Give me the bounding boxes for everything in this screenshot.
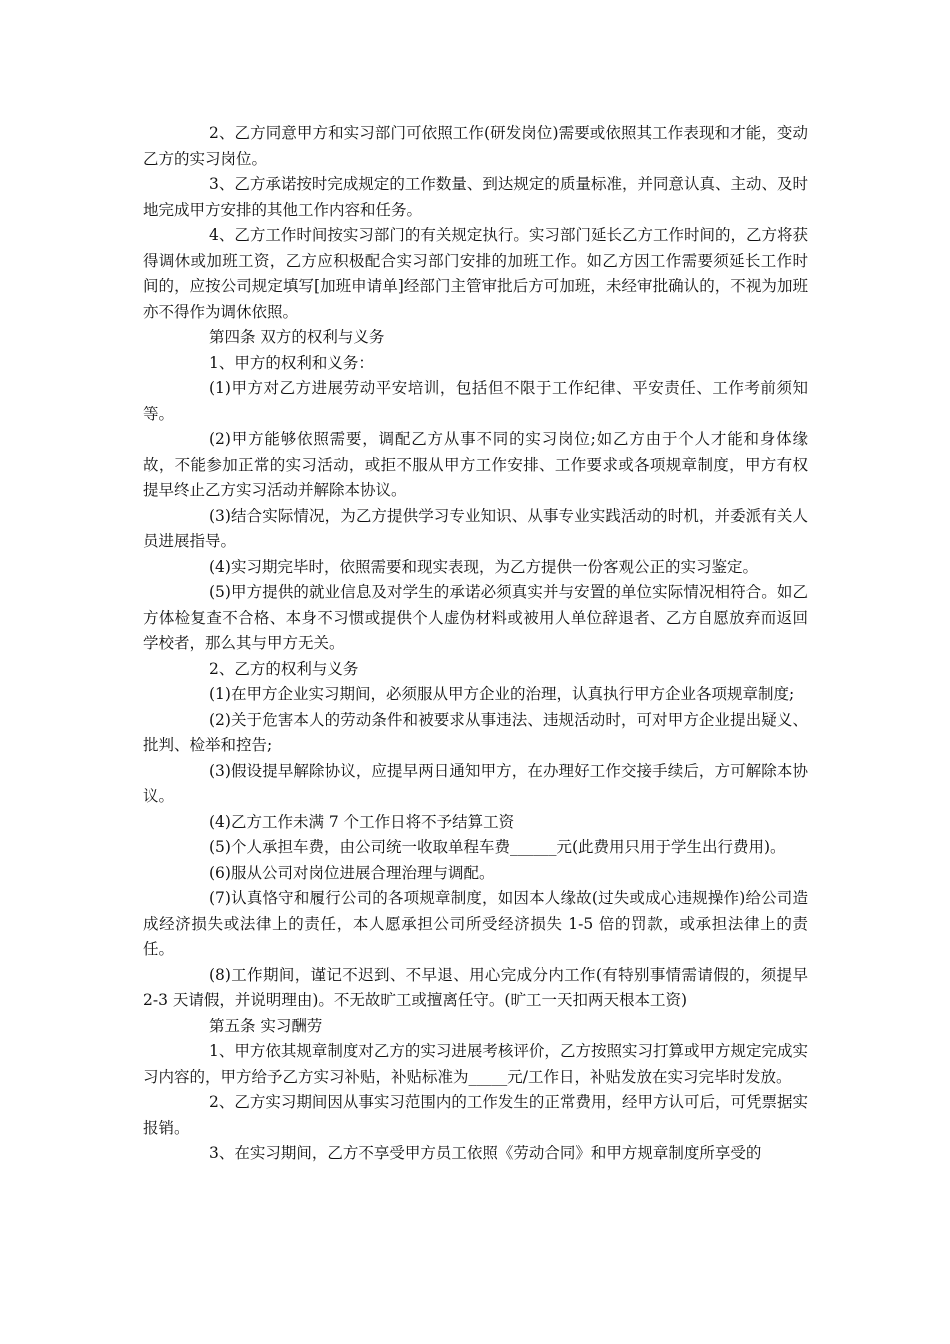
paragraph-pay-3: 3、在实习期间，乙方不享受甲方员工依照《劳动合同》和甲方规章制度所享受的 <box>209 1144 762 1162</box>
subheading-party-a-rights: 1、甲方的权利和义务： <box>209 353 374 372</box>
paragraph-b1: (1)在甲方企业实习期间，必须服从甲方企业的治理，认真执行甲方企业各项规章制度; <box>209 685 795 703</box>
paragraph-2: 3、乙方承诺按时完成规定的工作数量、到达规定的质量标准，并同意认真、主动、及时地完成甲方安排的其他工作内容和任务。 <box>143 175 808 219</box>
paragraph-b7: (7)认真恪守和履行公司的各项规章制度，如因本人缘故(过失或成心违规操作)给公司造成经济损失或法律上的责任，本人愿承担公司所受经济损失 1-5 倍的罚款，或承担法律上的责任。 <box>143 889 808 958</box>
paragraph-3: 4、乙方工作时间按实习部门的有关规定执行。实习部门延长乙方工作时间的，乙方将获得调休或加班工资，乙方应积极配合实习部门安排的加班工作。如乙方因工作需要须延长工作时间的，应按公司规定填写[加班申请单]经部门主管审批后方可加班，未经审批确认的，不视为加班亦不得作为调休依照。 <box>143 226 808 321</box>
paragraph-b2: (2)关于危害本人的劳动条件和被要求从事违法、违规活动时，可对甲方企业提出疑义、批判、检举和控告; <box>143 710 808 754</box>
paragraph-a1: (1)甲方对乙方进展劳动平安培训，包括但不限于工作纪律、平安责任、工作考前须知等。 <box>143 379 808 423</box>
paragraph-a3: (3)结合实际情况，为乙方提供学习专业知识、从事专业实践活动的时机，并委派有关人员进展指导。 <box>143 506 808 550</box>
paragraph-1: 2、乙方同意甲方和实习部门可依照工作(研发岗位)需要或依照其工作表现和才能，变动乙方的实习岗位。 <box>143 124 808 168</box>
paragraph-a5: (5)甲方提供的就业信息及对学生的承诺必须真实并与安置的单位实际情况相符合。如乙方体检复查不合格、本身不习惯或提供个人虚伪材料或被用人单位辞退者、乙方自愿放弃而返回学校者，那么其与甲方无关。 <box>143 583 808 652</box>
paragraph-b4: (4)乙方工作未满 7 个工作日将不予结算工资 <box>209 812 515 831</box>
paragraph-a4: (4)实习期完毕时，依照需要和现实表现，为乙方提供一份客观公正的实习鉴定。 <box>209 557 758 576</box>
paragraph-b3: (3)假设提早解除协议，应提早两日通知甲方，在办理好工作交接手续后，方可解除本协议。 <box>143 761 808 805</box>
subheading-party-b-rights: 2、乙方的权利与义务 <box>209 659 359 678</box>
paragraph-b6: (6)服从公司对岗位进展合理治理与调配。 <box>209 863 495 882</box>
section-heading-article-4: 第四条 双方的权利与义务 <box>209 328 385 346</box>
paragraph-a2: (2)甲方能够依照需要，调配乙方从事不同的实习岗位;如乙方由于个人才能和身体缘故，不能参加正常的实习活动，或拒不服从甲方工作安排、工作要求或各项规章制度，甲方有权提早终止乙方实习活动并解除本协议。 <box>143 430 808 499</box>
paragraph-b5: (5)个人承担车费，由公司统一收取单程车费______元(此费用只用于学生出行费用)。 <box>209 838 786 856</box>
paragraph-b8: (8)工作期间，谨记不迟到、不早退、用心完成分内工作(有特别事情需请假的，须提早 2-3 天请假，并说明理由)。不无故旷工或擅离任守。(旷工一天扣两天根本工资) <box>143 965 808 1009</box>
paragraph-pay-1: 1、甲方依其规章制度对乙方的实习进展考核评价，乙方按照实习打算或甲方规定完成实习内容的，甲方给予乙方实习补贴，补贴标准为_____元/工作日，补贴发放在实习完毕时发放。 <box>143 1042 808 1086</box>
document-page <box>143 121 808 1167</box>
section-heading-article-5: 第五条 实习酬劳 <box>209 1016 323 1035</box>
paragraph-pay-2: 2、乙方实习期间因从事实习范围内的工作发生的正常费用，经甲方认可后，可凭票据实报销。 <box>143 1093 808 1137</box>
